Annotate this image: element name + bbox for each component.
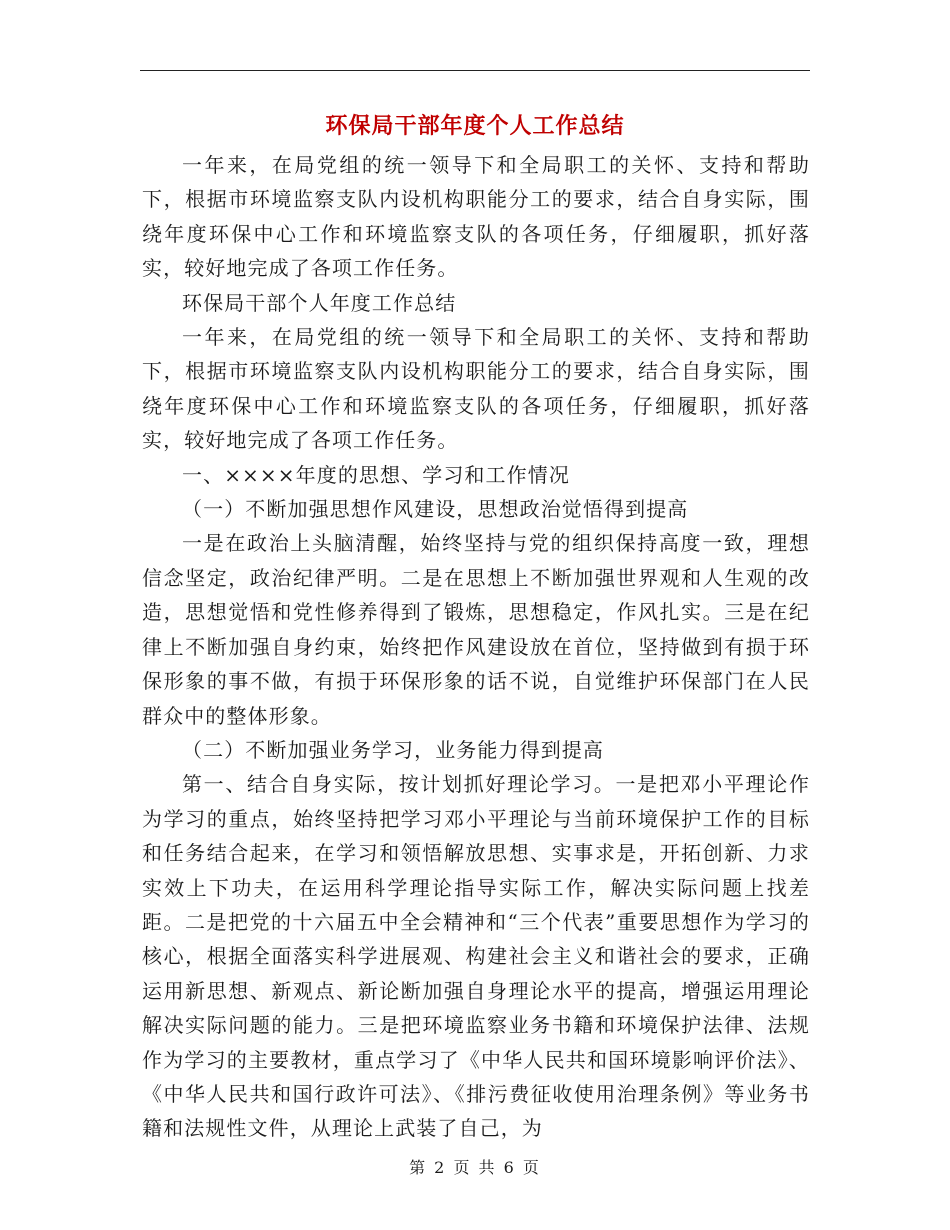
paragraph: 第一、结合自身实际，按计划抓好理论学习。一是把邓小平理论作为学习的重点，始终坚持把学习邓小平理论与当前环境保护工作的目标和任务结合起来，在学习和领悟解放思想、实事求是，开拓创新、力求实效上下功夫，在运用科学理论指导实际工作，解决实际问题上找差距。二是把党的十六届五中全会精神和“三个代表”重要思想作为学习的核心，根据全面落实科学进展观、构建社会主义和谐社会的要求，正确运用新思想、新观点、新论断加强自身理论水平的提高，增强运用理论解决实际问题的能力。三是把环境监察业务书籍和环境保护法律、法规作为学习的主要教材，重点学习了《中华人民共和国环境影响评价法》、《中华人民共和国行政许可法》、《排污费征收使用治理条例》等业务书籍和法规性文件，从理论上武装了自己，为 xyxy=(142,772,810,1141)
document-body xyxy=(142,148,810,1146)
document-title: 环保局干部年度个人工作总结 xyxy=(325,113,625,139)
paragraph: 一是在政治上头脑清醒，始终坚持与党的组织保持高度一致，理想信念坚定，政治纪律严明。二是在思想上不断加强世界观和人生观的改造，思想觉悟和党性修养得到了锻炼，思想稳定，作风扎实。三是在纪律上不断加强自身约束，始终把作风建设放在首位，坚持做到有损于环保形象的事不做，有损于环保形象的话不说，自觉维护环保部门在人民群众中的整体形象。 xyxy=(142,531,810,728)
section-heading: 一、××××年度的思想、学习和工作情况 xyxy=(182,462,570,487)
paragraph: 一年来，在局党组的统一领导下和全局职工的关怀、支持和帮助下，根据市环境监察支队内设机构职能分工的要求，结合自身实际，围绕年度环保中心工作和环境监察支队的各项任务，仔细履职，抓好落实，较好地完成了各项工作任务。 xyxy=(142,325,810,453)
page-footer: 第 2 页 共 6 页 xyxy=(409,1158,541,1177)
header-rule xyxy=(140,70,810,71)
subsection-heading: （一）不断加强思想作风建设，思想政治觉悟得到提高 xyxy=(182,497,689,522)
paragraph: 一年来，在局党组的统一领导下和全局职工的关怀、支持和帮助下，根据市环境监察支队内设机构职能分工的要求，结合自身实际，围绕年度环保中心工作和环境监察支队的各项任务，仔细履职，抓好落实，较好地完成了各项工作任务。 xyxy=(142,153,810,281)
paragraph: 环保局干部个人年度工作总结 xyxy=(182,290,457,315)
subsection-heading: （二）不断加强业务学习，业务能力得到提高 xyxy=(182,737,604,762)
